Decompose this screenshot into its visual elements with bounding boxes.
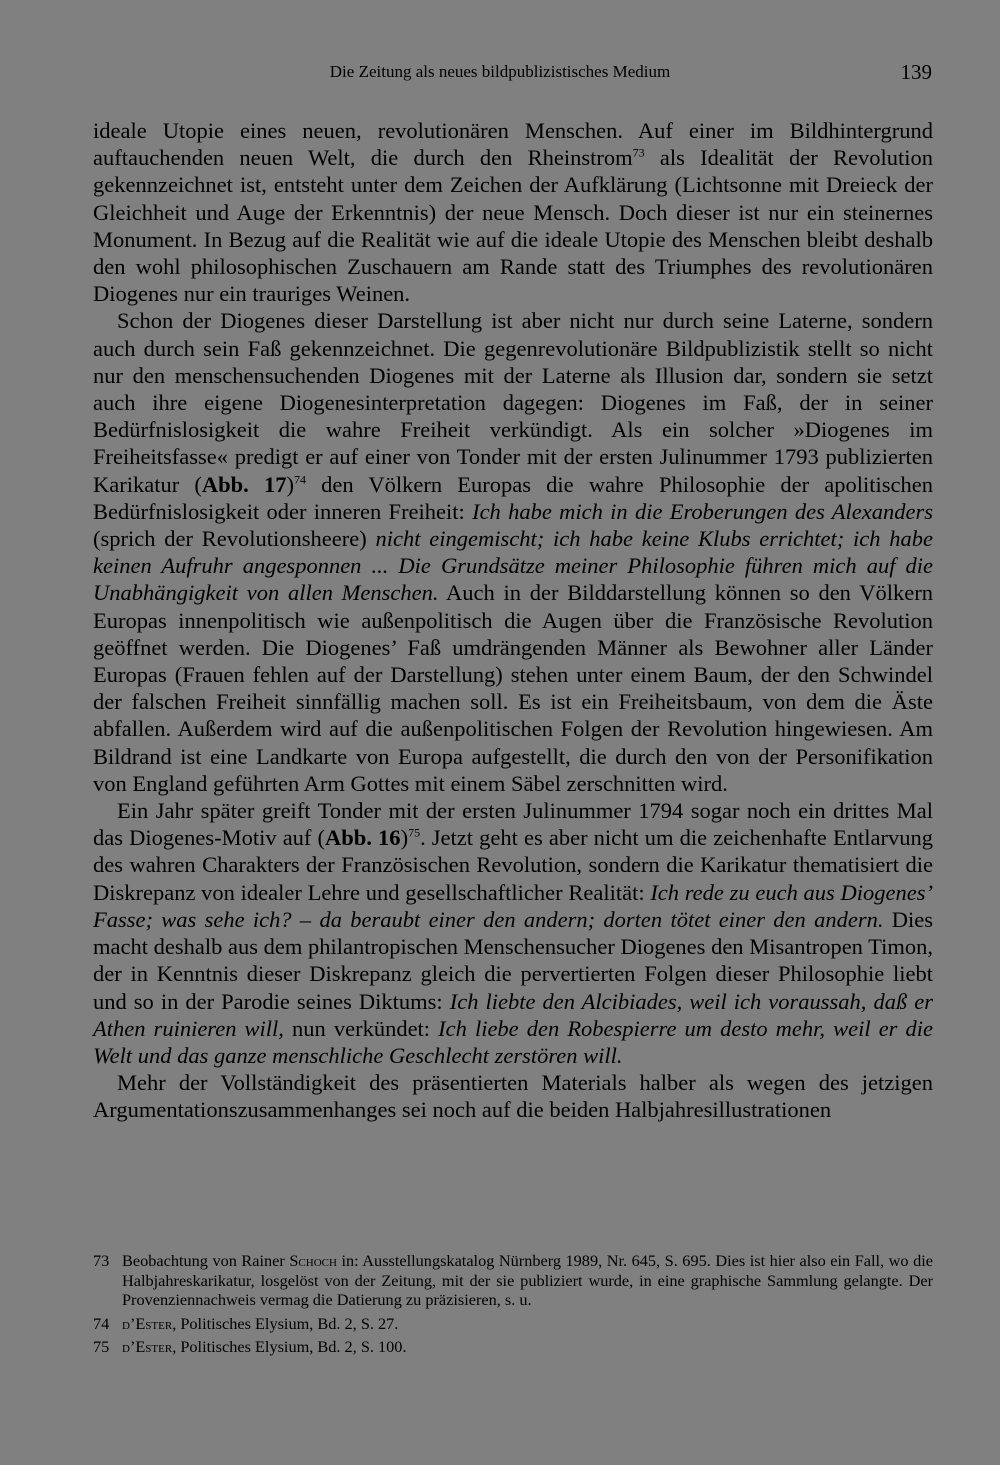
footnote-ref-73: 73 [632,145,645,160]
body-text [93,117,933,1124]
text-run: den Völkern Europas die wahre Philosophie der apolitischen Bedürfnislosigkeit oder inneren Freiheit: [93,471,934,524]
footnote-73 [93,1251,933,1310]
paragraph-4 [93,1069,933,1123]
text-run: ) [286,471,294,497]
text-run: , Politisches Elysium, Bd. 2, S. 100. [172,1337,407,1357]
figure-reference: Abb. 16 [325,825,401,851]
footnotes [93,1251,933,1361]
text-run: Dies macht deshalb aus dem philantropischen Menschensucher Diogenes den Misantropen Timon, der in Kenntnis dieser Diskrepanz gleich die pervertierten Folgen dieser Philosophie liebt und so in der Parodie seines Diktums: [93,906,933,1014]
author-name: d’Ester [122,1313,173,1333]
quotation: nicht eingemischt; ich habe keine Klubs errichtet; ich habe keinen Aufruhr angesponnen ... Die Grundsätze meiner Philosophie führen mich auf die Unabhängigkeit von allen Menschen. [93,526,933,606]
quotation: Ich rede zu euch aus Diogenes’ Fasse; was sehe ich? – da beraubt einer den andern; dorten tötet einer den andern. [93,879,933,932]
author-name: Schoch [289,1251,337,1270]
paragraph-3 [93,797,933,1069]
text-run: in: Ausstellungskatalog Nürnberg 1989, Nr. 645, S. 695. Dies ist hier also ein Fall, wo die Halbjahreskarikatur, losgelöst von der Zeitung, mit der sie publiziert wurde, in eine graphische Sammlung gelangte. Der Provenziennachweis vermag die Datierung zu präzisieren, s. u. [122,1251,933,1310]
text-run: Ein Jahr später greift Tonder mit der ersten Julinummer 1794 sogar noch ein drittes Mal das Diogenes-Motiv auf ( [93,798,933,851]
figure-reference: Abb. 17 [201,471,287,497]
footnote-74 [93,1314,933,1334]
text-run: Beobachtung von Rainer [122,1251,290,1270]
text-run: Schon der Diogenes dieser Darstellung ist aber nicht nur durch seine Laterne, sondern auch durch sein Faß gekennzeichnet. Die gegenrevolutionäre Bildpublizistik stellt so nicht nur den menschensuchenden Diogenes mit der Laterne als Illusion dar, sondern sie setzt auch ihre eigene Diogenesinterpretation dagegen: Diogenes im Faß, der in seiner Bedürfnislosigkeit die wahre Freiheit verkündigt. Als ein solcher »Diogenes im Freiheitsfasse« predigt er auf einer von Tonder mit der ersten Julinummer 1793 publizierten Karikatur ( [93,308,933,497]
page-number: 139 [900,60,932,84]
text-run: . Jetzt geht es aber nicht um die zeichenhafte Entlarvung des wahren Charakters der Französischen Revolution, sondern die Karikatur thematisiert die Diskrepanz von idealer Lehre und gesellschaftlicher Realität: [93,825,934,905]
text-run: (sprich der Revolutionsheere) [93,526,376,552]
quotation: Ich liebte den Alcibiades, weil ich voraussah, daß er Athen ruinieren will, [93,988,933,1041]
text-run: nun verkündet: [283,1015,439,1041]
footnote-number: 74 [93,1313,110,1333]
text-run: Mehr der Vollständigkeit des präsentierten Materials halber als wegen des jetzigen Argumentationszusammenhanges sei noch auf die beiden Halbjahresillustrationen [93,1070,933,1123]
footnote-number: 73 [93,1251,110,1270]
running-header: Die Zeitung als neues bildpublizistisches Medium [329,62,671,81]
text-run: ideale Utopie eines neuen, revolutionären Menschen. Auf einer im Bildhintergrund auftauchenden neuen Welt, die durch den Rheinstrom [93,118,933,171]
text-run: , Politisches Elysium, Bd. 2, S. 27. [172,1313,399,1333]
text-run: ) [400,825,409,851]
paragraph-2 [93,307,933,797]
text-run: Auch in der Bilddarstellung können so den Völkern Europas innenpolitisch wie außenpolitisch die Augen über die Französische Revolution geöffnet werden. Die Diogenes’ Faß umdrängenden Männer als Bewohner aller Länder Europas (Frauen fehlen auf der Darstellung) stehen unter einem Baum, der den Schwindel der falschen Freiheit sinnfällig machen soll. Es ist ein Freiheitsbaum, von dem die Äste abfallen. Außerdem wird auf die außenpolitischen Folgen der Revolution hingewiesen. Am Bildrand ist eine Landkarte von Europa aufgestellt, die durch den von der Personifikation von England geführten Arm Gottes mit einem Säbel zerschnitten wird. [93,580,933,796]
text-run: als Idealität der Revolution gekennzeichnet ist, entsteht unter dem Zeichen der Aufklärung (Lichtsonne mit Dreieck der Gleichheit und Auge der Erkenntnis) der neue Mensch. Doch dieser ist nur ein steinernes Monument. In Bezug auf die Realität wie auf die ideale Utopie des Menschen bleibt deshalb den wohl philosophischen Zuschauern am Rande statt des Triumphes des revolutionären Diogenes nur ein trauriges Weinen. [93,145,933,307]
footnote-number: 75 [93,1337,110,1357]
footnote-75 [93,1337,933,1357]
paragraph-1 [93,117,933,307]
quotation: Ich liebe den Robespierre um desto mehr, weil er die Welt und das ganze menschliche Geschlecht zerstören will. [93,1015,934,1068]
author-name: d’Ester [122,1337,173,1357]
footnote-ref-75: 75 [408,825,421,840]
footnote-ref-74: 74 [293,472,306,487]
quotation: Ich habe mich in die Eroberungen des Alexanders [472,498,933,524]
